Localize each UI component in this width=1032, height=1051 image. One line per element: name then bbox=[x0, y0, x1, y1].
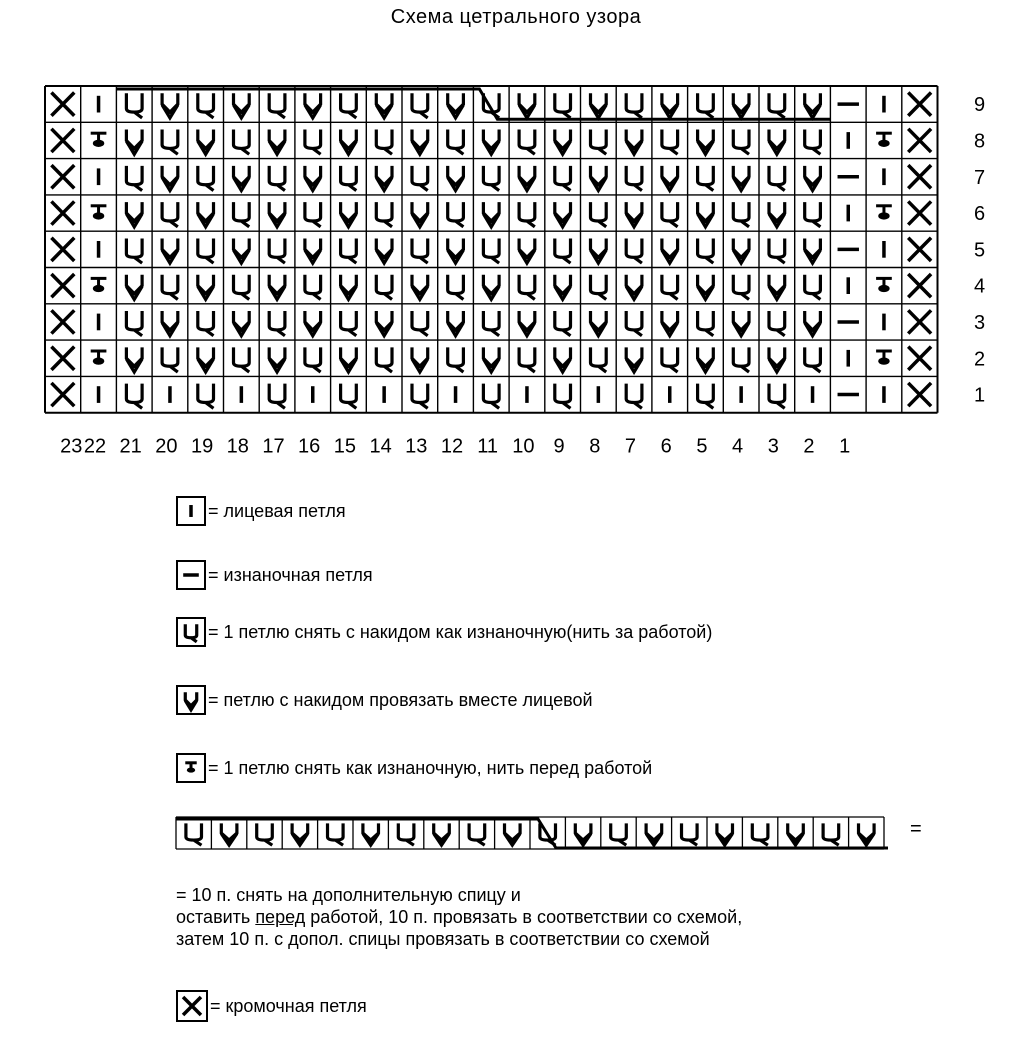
chart-cell-edge-stitch-icon bbox=[908, 129, 931, 152]
chart-cell-edge-stitch-icon bbox=[51, 347, 74, 370]
chart-cell-slip-with-yarnover-icon bbox=[590, 275, 606, 300]
chart-cell-slip-with-yarnover-icon bbox=[590, 347, 606, 372]
chart-cell-edge-stitch-icon bbox=[908, 165, 931, 188]
cable-cell-slip-with-yarnover-icon bbox=[398, 823, 414, 845]
row-number: 6 bbox=[973, 203, 986, 226]
cable-cell-knit-with-yarnover-icon bbox=[859, 823, 875, 845]
chart-cell-knit-with-yarnover-icon bbox=[769, 130, 785, 155]
chart-cell-slip-with-yarnover-icon bbox=[448, 275, 464, 300]
chart-cell-knit-with-yarnover-icon bbox=[341, 130, 357, 155]
chart-cell-slip-with-yarnover-icon bbox=[662, 275, 678, 300]
row-number: 3 bbox=[973, 311, 986, 334]
chart-cell-knit-with-yarnover-icon bbox=[626, 202, 642, 227]
legend-purl-text: = изнаночная петля bbox=[208, 564, 373, 585]
chart-cell-slip-with-yarnover-icon bbox=[126, 238, 142, 263]
note-line-3: затем 10 п. с допол. спицы провязать в соответствии со схемой bbox=[176, 929, 710, 949]
chart-cell-knit-with-yarnover-icon bbox=[483, 347, 499, 372]
chart-cell-slip-with-yarnover-icon bbox=[126, 166, 142, 191]
cable-cell-slip-with-yarnover-icon bbox=[257, 823, 273, 845]
chart-cell-knit-with-yarnover-icon bbox=[269, 130, 285, 155]
cable-cross-line bbox=[176, 819, 888, 848]
chart-cell-knit-with-yarnover-icon bbox=[805, 238, 821, 263]
legend-knit bbox=[176, 496, 346, 526]
note-line-1: = 10 п. снять на дополнительную спицу и bbox=[176, 885, 521, 905]
chart-cell-knit-with-yarnover-icon bbox=[662, 93, 678, 118]
chart-cell-knit-with-yarnover-icon bbox=[590, 166, 606, 191]
legend-purl bbox=[176, 560, 373, 590]
chart-cell-slip-with-yarnover-icon bbox=[269, 166, 285, 191]
chart-cell-slip-with-yarnover-icon bbox=[198, 384, 214, 409]
chart-cell-slip-with-yarnover-icon bbox=[483, 384, 499, 409]
chart-cell-slip-with-yarnover-icon bbox=[733, 130, 749, 155]
chart-cell-knit-with-yarnover-icon bbox=[126, 347, 142, 372]
chart-cell-slip-with-yarnover-icon bbox=[555, 384, 571, 409]
chart-cell-slip-with-yarnover-icon bbox=[198, 166, 214, 191]
chart-cell-slip-yarn-front-icon bbox=[91, 133, 107, 147]
chart-cell-edge-stitch-icon bbox=[51, 274, 74, 297]
chart-cell-edge-stitch-icon bbox=[51, 238, 74, 261]
cable-cell-knit-with-yarnover-icon bbox=[434, 823, 450, 845]
chart-cell-slip-with-yarnover-icon bbox=[162, 347, 178, 372]
row-number: 9 bbox=[973, 94, 986, 117]
column-number: 15 bbox=[333, 435, 357, 458]
chart-cell-knit-with-yarnover-icon bbox=[341, 202, 357, 227]
cable-cell-knit-with-yarnover-icon bbox=[575, 823, 591, 845]
chart-cell-slip-with-yarnover-icon bbox=[698, 311, 714, 336]
chart-cell-knit-with-yarnover-icon bbox=[305, 93, 321, 118]
chart-cell-knit-with-yarnover-icon bbox=[698, 202, 714, 227]
legend-slip-front-text: = 1 петлю снять как изнаночную, нить перед работой bbox=[208, 757, 653, 778]
column-number: 21 bbox=[119, 435, 142, 458]
chart-cell-edge-stitch-icon bbox=[908, 274, 931, 297]
chart-cell-slip-with-yarnover-icon bbox=[269, 93, 285, 118]
legend-knit-text: = лицевая петля bbox=[208, 500, 346, 521]
chart-cell-edge-stitch-icon bbox=[908, 310, 931, 333]
chart-cell-slip-with-yarnover-icon bbox=[305, 347, 321, 372]
chart-cell-slip-with-yarnover-icon bbox=[698, 238, 714, 263]
chart-cell-knit-with-yarnover-icon bbox=[626, 130, 642, 155]
chart-cell-slip-with-yarnover-icon bbox=[341, 166, 357, 191]
legend-slip-front bbox=[176, 753, 652, 783]
chart-cell-knit-with-yarnover-icon bbox=[769, 275, 785, 300]
chart-cell-slip-with-yarnover-icon bbox=[769, 166, 785, 191]
row-number: 8 bbox=[973, 130, 986, 153]
chart-cell-knit-with-yarnover-icon bbox=[198, 202, 214, 227]
chart-cell-slip-with-yarnover-icon bbox=[126, 384, 142, 409]
chart-cell-edge-stitch-icon bbox=[51, 201, 74, 224]
chart-cell-knit-with-yarnover-icon bbox=[305, 238, 321, 263]
chart-cell-slip-with-yarnover-icon bbox=[198, 93, 214, 118]
column-number: 1 bbox=[839, 435, 851, 458]
chart-cell-slip-with-yarnover-icon bbox=[269, 384, 285, 409]
chart-cell-slip-with-yarnover-icon bbox=[519, 275, 535, 300]
chart-cell-slip-with-yarnover-icon bbox=[483, 311, 499, 336]
chart-cell-slip-with-yarnover-icon bbox=[376, 275, 392, 300]
chart-cell-slip-with-yarnover-icon bbox=[198, 238, 214, 263]
chart-cell-knit-with-yarnover-icon bbox=[555, 202, 571, 227]
chart-cell-slip-with-yarnover-icon bbox=[698, 384, 714, 409]
chart-cell-slip-with-yarnover-icon bbox=[162, 275, 178, 300]
cable-description bbox=[176, 884, 742, 950]
chart-cell-knit-with-yarnover-icon bbox=[555, 275, 571, 300]
chart-cell-edge-stitch-icon bbox=[51, 93, 74, 116]
chart-cell-slip-yarn-front-icon bbox=[876, 206, 892, 220]
row-number: 2 bbox=[973, 348, 986, 371]
chart-cell-slip-with-yarnover-icon bbox=[555, 311, 571, 336]
chart-cell-knit-with-yarnover-icon bbox=[626, 275, 642, 300]
column-number: 9 bbox=[553, 435, 565, 458]
chart-cell-knit-with-yarnover-icon bbox=[805, 311, 821, 336]
chart-cell-slip-with-yarnover-icon bbox=[376, 202, 392, 227]
chart-cell-knit-with-yarnover-icon bbox=[412, 275, 428, 300]
chart-cell-knit-with-yarnover-icon bbox=[733, 166, 749, 191]
cable-cell-knit-with-yarnover-icon bbox=[788, 823, 804, 845]
chart-cell-slip-with-yarnover-icon bbox=[733, 275, 749, 300]
chart-cell-slip-with-yarnover-icon bbox=[805, 347, 821, 372]
cable-cell-slip-with-yarnover-icon bbox=[682, 823, 698, 845]
row-number: 4 bbox=[973, 275, 986, 298]
cable-cell-slip-with-yarnover-icon bbox=[540, 823, 556, 845]
chart-cell-slip-with-yarnover-icon bbox=[733, 202, 749, 227]
chart-cell-slip-with-yarnover-icon bbox=[233, 202, 249, 227]
chart-cell-knit-with-yarnover-icon bbox=[162, 93, 178, 118]
chart-cell-slip-yarn-front-icon bbox=[91, 206, 107, 220]
chart-cell-slip-with-yarnover-icon bbox=[698, 166, 714, 191]
chart-cell-knit-with-yarnover-icon bbox=[555, 347, 571, 372]
legend-slip-yo-text: = 1 петлю снять с накидом как изнаночную(нить за работой) bbox=[208, 621, 713, 642]
chart-cell-knit-with-yarnover-icon bbox=[376, 93, 392, 118]
column-number: 12 bbox=[440, 435, 464, 458]
chart-cell-slip-with-yarnover-icon bbox=[626, 93, 642, 118]
chart-cell-slip-yarn-front-icon bbox=[876, 351, 892, 365]
chart-cell-slip-with-yarnover-icon bbox=[519, 130, 535, 155]
chart-cell-slip-with-yarnover-icon bbox=[662, 202, 678, 227]
chart-cell-slip-with-yarnover-icon bbox=[662, 347, 678, 372]
chart-cell-slip-with-yarnover-icon bbox=[805, 130, 821, 155]
chart-cell-slip-with-yarnover-icon bbox=[805, 275, 821, 300]
chart-cell-knit-with-yarnover-icon bbox=[733, 311, 749, 336]
chart-cell-edge-stitch-icon bbox=[908, 347, 931, 370]
chart-cell-slip-with-yarnover-icon bbox=[341, 238, 357, 263]
chart-cell-knit-with-yarnover-icon bbox=[448, 311, 464, 336]
column-number: 14 bbox=[369, 435, 392, 458]
cable-cell-knit-with-yarnover-icon bbox=[717, 823, 733, 845]
chart-cell-slip-with-yarnover-icon bbox=[305, 130, 321, 155]
chart-cell-knit-with-yarnover-icon bbox=[733, 238, 749, 263]
chart-cell-slip-with-yarnover-icon bbox=[448, 130, 464, 155]
chart-cell-slip-with-yarnover-icon bbox=[376, 347, 392, 372]
chart-cell-slip-yarn-front-icon bbox=[91, 351, 107, 365]
chart-cell-slip-yarn-front-icon bbox=[91, 278, 107, 292]
chart-cell-knit-with-yarnover-icon bbox=[269, 347, 285, 372]
chart-cell-knit-with-yarnover-icon bbox=[198, 130, 214, 155]
chart-cell-knit-with-yarnover-icon bbox=[698, 130, 714, 155]
chart-cell-slip-with-yarnover-icon bbox=[448, 347, 464, 372]
column-number: 23 bbox=[60, 435, 83, 458]
chart-cell-knit-with-yarnover-icon bbox=[555, 130, 571, 155]
chart-cell-knit-with-yarnover-icon bbox=[590, 311, 606, 336]
chart-cell-slip-with-yarnover-icon bbox=[590, 202, 606, 227]
chart-cell-knit-with-yarnover-icon bbox=[376, 166, 392, 191]
chart-cell-slip-with-yarnover-icon bbox=[769, 93, 785, 118]
chart-cell-slip-with-yarnover-icon bbox=[341, 311, 357, 336]
column-number: 22 bbox=[83, 435, 107, 458]
chart-cell-knit-with-yarnover-icon bbox=[626, 347, 642, 372]
chart-cell-knit-with-yarnover-icon bbox=[769, 202, 785, 227]
column-number: 20 bbox=[155, 435, 178, 458]
legend-knit-together-text: = петлю с накидом провязать вместе лицевой bbox=[208, 689, 593, 710]
chart-cell-knit-with-yarnover-icon bbox=[662, 311, 678, 336]
chart-cell-knit-with-yarnover-icon bbox=[448, 93, 464, 118]
purl-stitch-icon bbox=[176, 560, 206, 590]
chart-cell-slip-with-yarnover-icon bbox=[769, 311, 785, 336]
chart-cell-knit-with-yarnover-icon bbox=[662, 166, 678, 191]
cable-cell-knit-with-yarnover-icon bbox=[221, 823, 237, 845]
chart-cell-knit-with-yarnover-icon bbox=[198, 275, 214, 300]
chart-cell-knit-with-yarnover-icon bbox=[305, 166, 321, 191]
chart-cell-slip-with-yarnover-icon bbox=[233, 347, 249, 372]
chart-cell-knit-with-yarnover-icon bbox=[376, 311, 392, 336]
column-number: 17 bbox=[262, 435, 285, 458]
edge-stitch-icon bbox=[176, 990, 208, 1022]
chart-cell-knit-with-yarnover-icon bbox=[233, 238, 249, 263]
chart-cell-knit-with-yarnover-icon bbox=[233, 166, 249, 191]
chart-cell-knit-with-yarnover-icon bbox=[305, 311, 321, 336]
chart-cell-knit-with-yarnover-icon bbox=[483, 202, 499, 227]
legend-edge-row bbox=[176, 990, 367, 1022]
chart-cell-edge-stitch-icon bbox=[51, 310, 74, 333]
chart-cell-knit-with-yarnover-icon bbox=[126, 202, 142, 227]
chart-cell-slip-with-yarnover-icon bbox=[305, 275, 321, 300]
chart-cell-slip-with-yarnover-icon bbox=[269, 311, 285, 336]
column-number: 19 bbox=[190, 435, 214, 458]
column-number: 6 bbox=[660, 435, 672, 458]
chart-cell-edge-stitch-icon bbox=[51, 165, 74, 188]
chart-cell-slip-with-yarnover-icon bbox=[448, 202, 464, 227]
chart-cell-edge-stitch-icon bbox=[908, 93, 931, 116]
chart-cell-edge-stitch-icon bbox=[908, 201, 931, 224]
chart-cell-knit-with-yarnover-icon bbox=[269, 202, 285, 227]
chart-cell-knit-with-yarnover-icon bbox=[269, 275, 285, 300]
chart-cell-slip-with-yarnover-icon bbox=[376, 130, 392, 155]
chart-cell-slip-with-yarnover-icon bbox=[233, 130, 249, 155]
note-line-2: оставить перед работой, 10 п. провязать в соответствии со схемой, bbox=[176, 907, 743, 927]
cable-cell-slip-with-yarnover-icon bbox=[469, 823, 485, 845]
chart-cell-slip-with-yarnover-icon bbox=[805, 202, 821, 227]
chart-cell-knit-with-yarnover-icon bbox=[519, 166, 535, 191]
chart-cell-knit-with-yarnover-icon bbox=[590, 238, 606, 263]
chart-cell-slip-yarn-front-icon bbox=[876, 133, 892, 147]
chart-cell-edge-stitch-icon bbox=[51, 383, 74, 406]
chart-cell-knit-with-yarnover-icon bbox=[126, 130, 142, 155]
cable-cell-slip-with-yarnover-icon bbox=[186, 823, 202, 845]
chart-cell-knit-with-yarnover-icon bbox=[341, 275, 357, 300]
chart-cell-slip-with-yarnover-icon bbox=[412, 166, 428, 191]
cable-cell-slip-with-yarnover-icon bbox=[611, 823, 627, 845]
chart-cell-slip-with-yarnover-icon bbox=[126, 311, 142, 336]
chart-cell-knit-with-yarnover-icon bbox=[805, 166, 821, 191]
chart-cell-knit-with-yarnover-icon bbox=[233, 93, 249, 118]
chart-cell-knit-with-yarnover-icon bbox=[519, 311, 535, 336]
cable-cell-slip-with-yarnover-icon bbox=[328, 823, 344, 845]
chart-cell-slip-with-yarnover-icon bbox=[555, 238, 571, 263]
cable-cell-knit-with-yarnover-icon bbox=[292, 823, 308, 845]
chart-cell-knit-with-yarnover-icon bbox=[733, 93, 749, 118]
row-number: 7 bbox=[973, 166, 986, 189]
chart-cell-knit-with-yarnover-icon bbox=[483, 130, 499, 155]
chart-cell-knit-with-yarnover-icon bbox=[412, 130, 428, 155]
column-number: 13 bbox=[405, 435, 428, 458]
chart-cell-knit-with-yarnover-icon bbox=[198, 347, 214, 372]
chart-cell-knit-with-yarnover-icon bbox=[412, 202, 428, 227]
chart-cell-knit-with-yarnover-icon bbox=[483, 275, 499, 300]
cable-equals: = bbox=[910, 818, 922, 840]
chart-cell-slip-with-yarnover-icon bbox=[555, 93, 571, 118]
chart-cell-slip-with-yarnover-icon bbox=[412, 384, 428, 409]
chart-cell-slip-with-yarnover-icon bbox=[412, 238, 428, 263]
chart-cell-slip-with-yarnover-icon bbox=[233, 275, 249, 300]
chart-cell-knit-with-yarnover-icon bbox=[162, 311, 178, 336]
chart-cell-knit-with-yarnover-icon bbox=[805, 93, 821, 118]
chart-cell-slip-with-yarnover-icon bbox=[198, 311, 214, 336]
chart-cell-slip-with-yarnover-icon bbox=[412, 311, 428, 336]
chart-cell-knit-with-yarnover-icon bbox=[448, 166, 464, 191]
chart-cell-knit-with-yarnover-icon bbox=[519, 93, 535, 118]
chart-cell-slip-with-yarnover-icon bbox=[555, 166, 571, 191]
chart-cell-knit-with-yarnover-icon bbox=[376, 238, 392, 263]
chart-cell-slip-with-yarnover-icon bbox=[733, 347, 749, 372]
chart-cell-knit-with-yarnover-icon bbox=[448, 238, 464, 263]
chart-cell-knit-with-yarnover-icon bbox=[590, 93, 606, 118]
chart-cell-knit-with-yarnover-icon bbox=[162, 166, 178, 191]
chart-cell-slip-with-yarnover-icon bbox=[269, 238, 285, 263]
cable-cell-slip-with-yarnover-icon bbox=[823, 823, 839, 845]
chart-cell-knit-with-yarnover-icon bbox=[519, 238, 535, 263]
chart-cell-knit-with-yarnover-icon bbox=[162, 238, 178, 263]
chart-cell-edge-stitch-icon bbox=[908, 383, 931, 406]
chart-cell-knit-with-yarnover-icon bbox=[698, 275, 714, 300]
chart-cell-knit-with-yarnover-icon bbox=[698, 347, 714, 372]
chart-cell-slip-with-yarnover-icon bbox=[483, 166, 499, 191]
column-number: 2 bbox=[803, 435, 815, 458]
chart-cell-slip-with-yarnover-icon bbox=[662, 130, 678, 155]
cable-cell-slip-with-yarnover-icon bbox=[752, 823, 768, 845]
knitting-chart bbox=[0, 0, 1032, 470]
legend-edge-text: = кромочная петля bbox=[210, 995, 367, 1016]
chart-cell-slip-with-yarnover-icon bbox=[626, 166, 642, 191]
chart-cell-slip-with-yarnover-icon bbox=[698, 93, 714, 118]
knit-with-yarnover-icon bbox=[176, 685, 206, 715]
chart-cell-slip-with-yarnover-icon bbox=[626, 311, 642, 336]
slip-with-yarnover-icon bbox=[176, 617, 206, 647]
chart-cell-knit-with-yarnover-icon bbox=[233, 311, 249, 336]
column-number: 8 bbox=[589, 435, 601, 458]
chart-cell-slip-with-yarnover-icon bbox=[519, 202, 535, 227]
column-number: 10 bbox=[512, 435, 535, 458]
chart-cell-knit-with-yarnover-icon bbox=[412, 347, 428, 372]
row-number: 1 bbox=[973, 384, 986, 407]
chart-cell-slip-with-yarnover-icon bbox=[769, 238, 785, 263]
chart-cell-knit-with-yarnover-icon bbox=[126, 275, 142, 300]
column-number: 18 bbox=[226, 435, 249, 458]
chart-cell-slip-with-yarnover-icon bbox=[126, 93, 142, 118]
column-number: 4 bbox=[732, 435, 744, 458]
chart-cell-slip-with-yarnover-icon bbox=[341, 93, 357, 118]
chart-cell-slip-with-yarnover-icon bbox=[626, 384, 642, 409]
chart-cell-slip-with-yarnover-icon bbox=[626, 238, 642, 263]
chart-cell-slip-with-yarnover-icon bbox=[162, 130, 178, 155]
cable-cell-knit-with-yarnover-icon bbox=[505, 823, 521, 845]
slip-yarn-front-icon bbox=[176, 753, 206, 783]
chart-cell-slip-with-yarnover-icon bbox=[341, 384, 357, 409]
chart-cell-edge-stitch-icon bbox=[908, 238, 931, 261]
column-number: 16 bbox=[298, 435, 321, 458]
chart-cell-slip-with-yarnover-icon bbox=[519, 347, 535, 372]
chart-cell-slip-with-yarnover-icon bbox=[769, 384, 785, 409]
chart-cell-knit-with-yarnover-icon bbox=[662, 238, 678, 263]
chart-cell-edge-stitch-icon bbox=[51, 129, 74, 152]
chart-title: Схема цетрального узора bbox=[390, 6, 642, 28]
chart-cell-knit-with-yarnover-icon bbox=[341, 347, 357, 372]
chart-cell-slip-with-yarnover-icon bbox=[412, 93, 428, 118]
column-number: 7 bbox=[624, 435, 637, 458]
chart-cell-slip-with-yarnover-icon bbox=[590, 130, 606, 155]
knit-stitch-icon bbox=[176, 496, 206, 526]
legend-slip-yo bbox=[176, 617, 712, 647]
chart-cell-slip-with-yarnover-icon bbox=[305, 202, 321, 227]
cable-cell-knit-with-yarnover-icon bbox=[363, 823, 379, 845]
column-number: 3 bbox=[767, 435, 779, 458]
cable-cell-knit-with-yarnover-icon bbox=[646, 823, 662, 845]
column-number: 5 bbox=[696, 435, 708, 458]
row-number: 5 bbox=[973, 239, 986, 262]
legend-knit-together bbox=[176, 685, 593, 715]
chart-cell-slip-with-yarnover-icon bbox=[483, 238, 499, 263]
column-number: 11 bbox=[477, 435, 499, 458]
chart-cell-slip-yarn-front-icon bbox=[876, 278, 892, 292]
chart-cell-knit-with-yarnover-icon bbox=[769, 347, 785, 372]
chart-cell-slip-with-yarnover-icon bbox=[162, 202, 178, 227]
